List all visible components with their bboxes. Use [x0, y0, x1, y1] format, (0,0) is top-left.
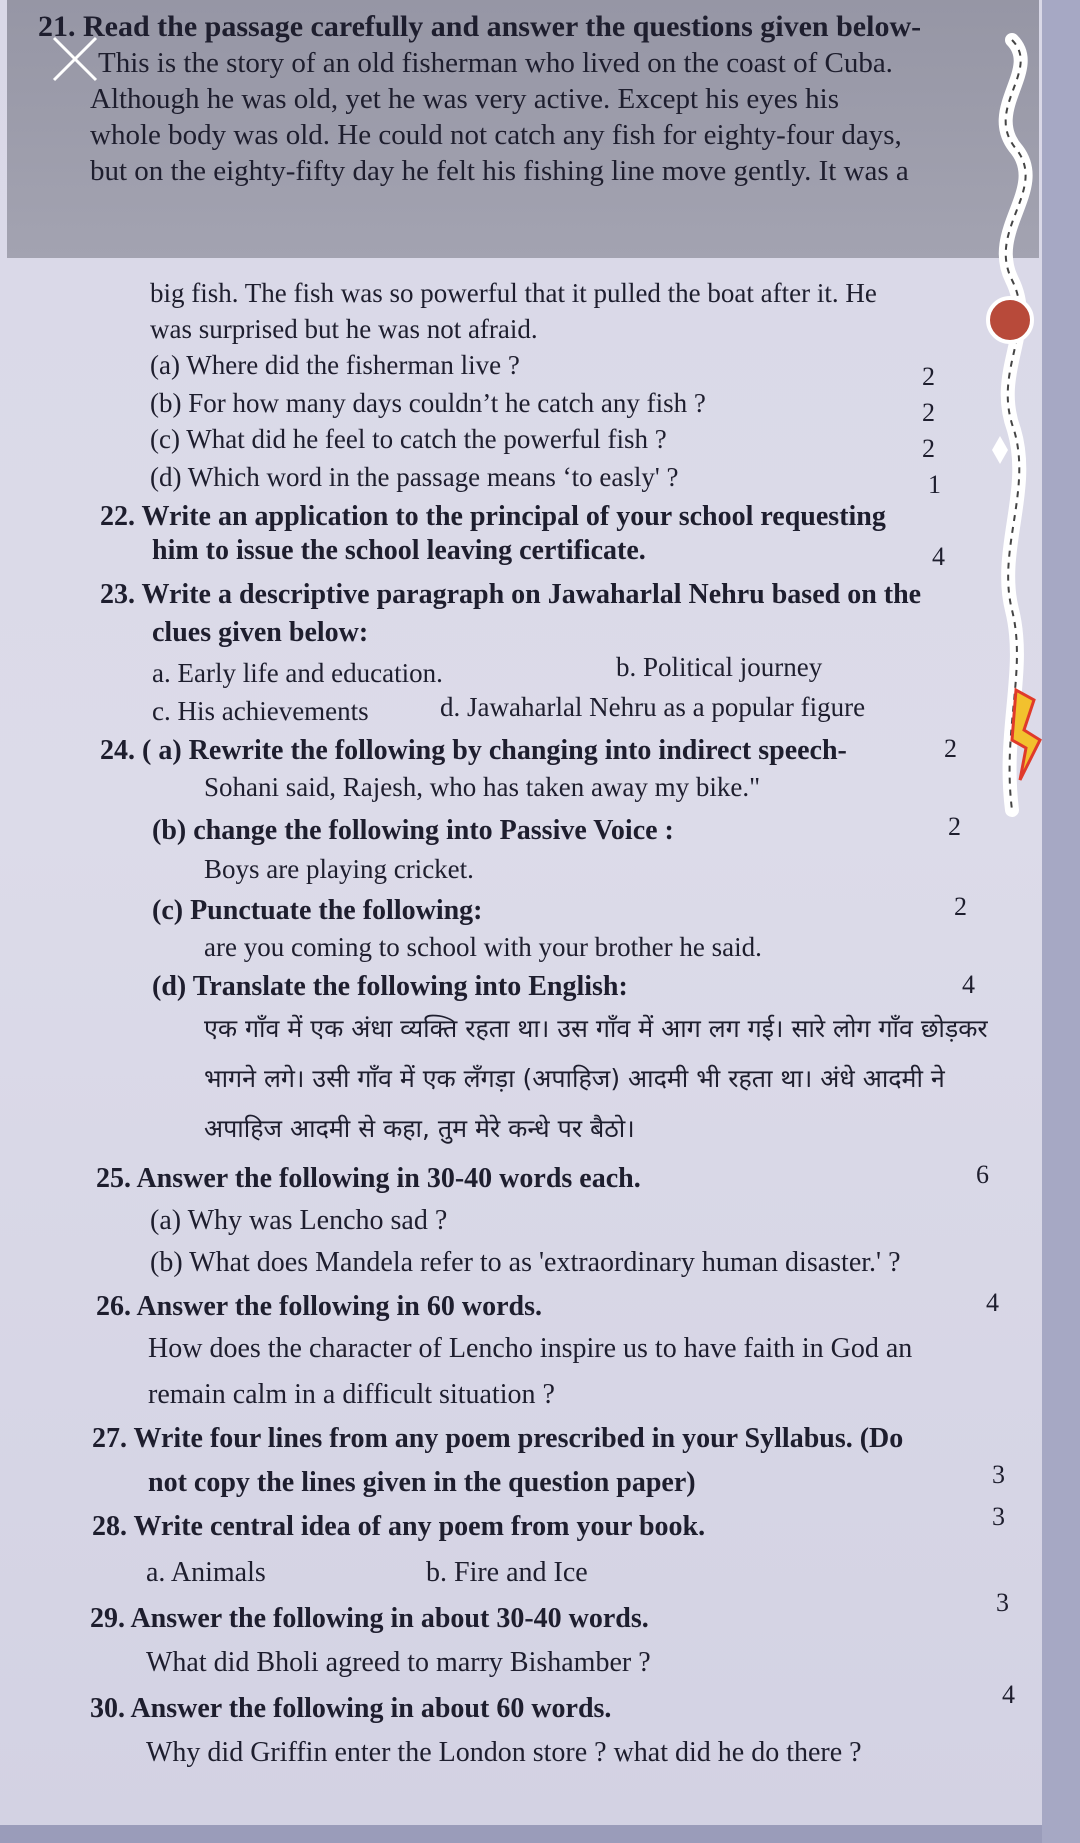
q26-line-1: How does the character of Lencho inspire us to have faith in God an: [148, 1333, 913, 1364]
q22-line-2: him to issue the school leaving certificate.: [152, 535, 646, 566]
q21-marks-d: 1: [928, 470, 941, 499]
q24b-text: Boys are playing cricket.: [204, 854, 474, 884]
q23-clue-a: a. Early life and education.: [152, 658, 443, 688]
q30-title: 30. Answer the following in about 60 words.: [90, 1693, 612, 1724]
q24c-text: are you coming to school with your brother he said.: [204, 932, 762, 962]
q25-marks: 6: [976, 1160, 989, 1189]
q28-option-a: a. Animals: [146, 1557, 266, 1588]
passage-line-5: big fish. The fish was so powerful that it pulled the boat after it. He: [150, 278, 877, 308]
q27-line-1: 27. Write four lines from any poem prescribed in your Syllabus. (Do: [92, 1423, 904, 1454]
q29-title: 29. Answer the following in about 30-40 words.: [90, 1603, 649, 1634]
q30-marks: 4: [1002, 1680, 1015, 1709]
q24c-marks: 2: [954, 892, 967, 921]
q21-question-c: (c) What did he feel to catch the powerful fish ?: [150, 424, 667, 454]
q21-marks-b: 2: [922, 398, 935, 427]
q30-text: Why did Griffin enter the London store ? what did he do there ?: [146, 1737, 862, 1768]
q24a-marks: 2: [944, 734, 957, 763]
q27-line-2: not copy the lines given in the question paper): [148, 1467, 696, 1498]
q21-marks-a: 2: [922, 362, 935, 391]
q26-line-2: remain calm in a difficult situation ?: [148, 1379, 555, 1410]
q23-clue-c: c. His achievements: [152, 696, 369, 726]
sticker-decoration-icon: [972, 30, 1052, 830]
q24b-title: (b) change the following into Passive Voice :: [152, 815, 674, 846]
q24d-hindi-line-2: भागने लगे। उसी गाँव में एक लँगड़ा (अपाहिज) आदमी भी रहता था। अंधे आदमी ने: [204, 1064, 945, 1093]
q24d-marks: 4: [962, 970, 975, 999]
q22-line-1: 22. Write an application to the principal of your school requesting: [100, 501, 886, 532]
q26-marks: 4: [986, 1288, 999, 1317]
q21-question-d: (d) Which word in the passage means ‘to easly' ?: [150, 462, 679, 492]
q24d-hindi-line-1: एक गाँव में एक अंधा व्यक्ति रहता था। उस गाँव में आग लग गई। सारे लोग गाँव छोड़कर: [204, 1014, 988, 1043]
q29-marks: 3: [996, 1588, 1009, 1617]
q25-item-a: (a) Why was Lencho sad ?: [150, 1205, 448, 1236]
q28-marks: 3: [992, 1502, 1005, 1531]
passage-line-3: whole body was old. He could not catch any fish for eighty-four days,: [90, 119, 902, 151]
q23-line-2: clues given below:: [152, 617, 369, 648]
q21-marks-c: 2: [922, 434, 935, 463]
q23-clue-b: b. Political journey: [616, 652, 823, 682]
q29-text: What did Bholi agreed to marry Bishamber ?: [146, 1647, 651, 1678]
q22-marks: 4: [932, 542, 945, 571]
q21-question-a: (a) Where did the fisherman live ?: [150, 350, 520, 380]
q26-title: 26. Answer the following in 60 words.: [96, 1291, 542, 1322]
close-icon[interactable]: [50, 34, 100, 84]
q28-title: 28. Write central idea of any poem from your book.: [92, 1511, 706, 1542]
q23-clue-d: d. Jawaharlal Nehru as a popular figure: [440, 692, 866, 722]
q24d-title: (d) Translate the following into English:: [152, 971, 628, 1002]
q28-option-b: b. Fire and Ice: [426, 1557, 588, 1588]
q21-heading: 21. Read the passage carefully and answer the questions given below-: [38, 10, 922, 43]
q24a-text: Sohani said, Rajesh, who has taken away my bike.": [204, 772, 761, 802]
q23-line-1: 23. Write a descriptive paragraph on Jawaharlal Nehru based on the: [100, 579, 922, 610]
q24a-title: 24. ( a) Rewrite the following by changing into indirect speech-: [100, 735, 847, 766]
passage-line-6: was surprised but he was not afraid.: [150, 314, 538, 344]
passage-line-1: This is the story of an old fisherman who lived on the coast of Cuba.: [98, 47, 893, 79]
q24b-marks: 2: [948, 812, 961, 841]
q21-question-b: (b) For how many days couldn’t he catch any fish ?: [150, 388, 706, 418]
q24d-hindi-line-3: अपाहिज आदमी से कहा, तुम मेरे कन्धे पर बैठो।: [204, 1114, 635, 1143]
q25-title: 25. Answer the following in 30-40 words each.: [96, 1163, 641, 1194]
q27-marks: 3: [992, 1460, 1005, 1489]
q25-item-b: (b) What does Mandela refer to as 'extraordinary human disaster.' ?: [150, 1247, 901, 1278]
passage-line-2: Although he was old, yet he was very active. Except his eyes his: [90, 83, 839, 115]
q24c-title: (c) Punctuate the following:: [152, 895, 483, 926]
passage-line-4: but on the eighty-fifty day he felt his fishing line move gently. It was a: [90, 155, 909, 187]
